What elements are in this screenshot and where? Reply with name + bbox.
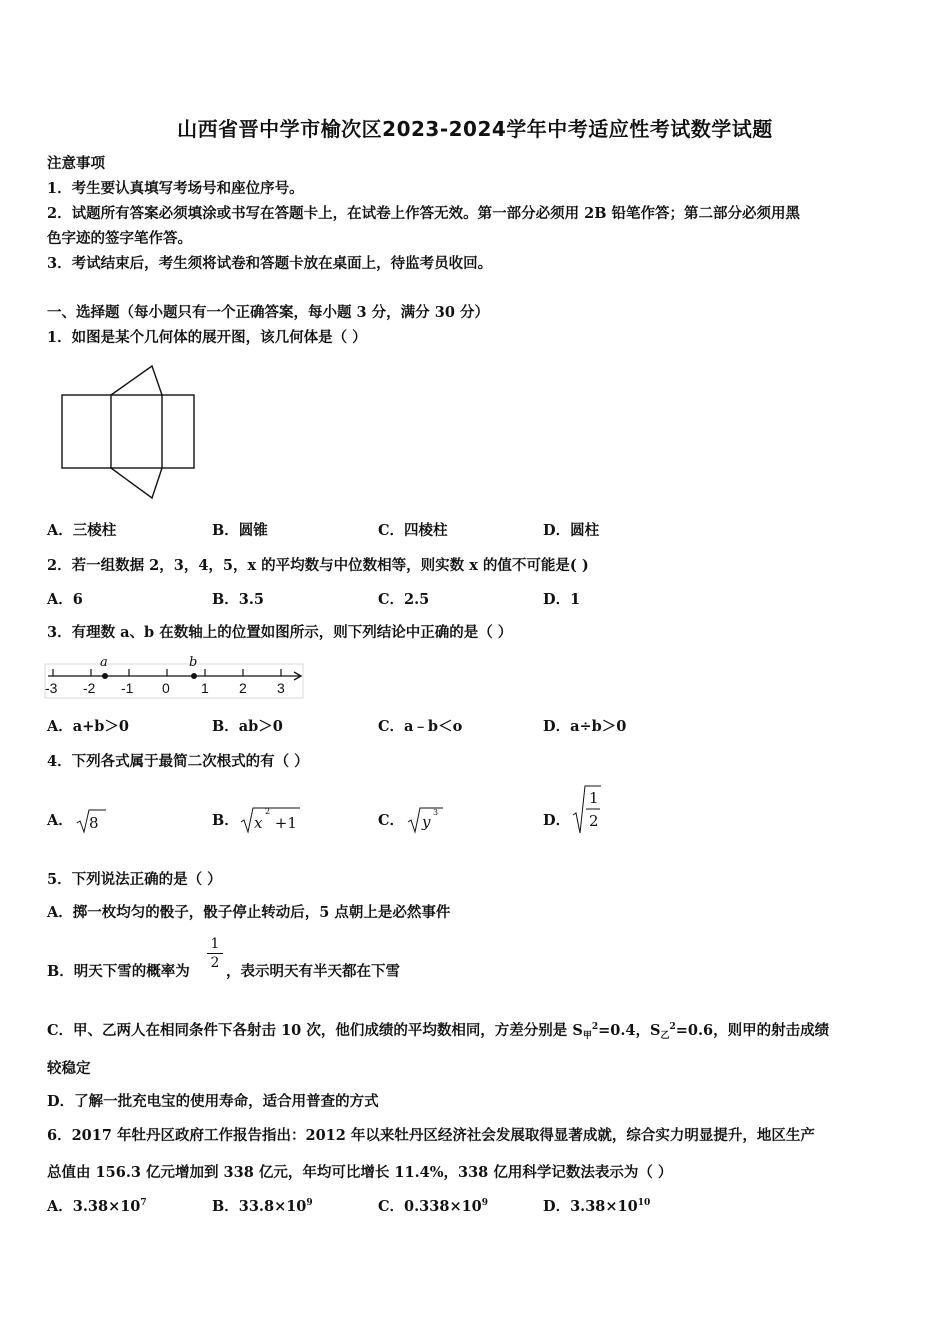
q5-option-a: A．掷一枚均匀的骰子，骰子停止转动后，5 点朝上是必然事件 [47, 904, 451, 921]
q4-option-b-radical [240, 804, 304, 834]
q5-option-b-post: ，表示明天有半天都在下雪 [226, 963, 400, 980]
net-figure [55, 360, 205, 505]
q5-c-text-2: =0.4，S [598, 1022, 661, 1039]
option-exponent: 9 [481, 1198, 489, 1209]
option-text: A．3.38×10 [47, 1198, 141, 1215]
tick-label: 3 [277, 680, 285, 696]
option-text: D．3.38×10 [543, 1198, 638, 1215]
option-exponent: 9 [306, 1198, 313, 1209]
tick-label: -1 [121, 680, 134, 696]
point-a-label: a [100, 655, 108, 670]
q4-option-d-radical [572, 783, 604, 835]
question-6-stem-line2: 总值由 156.3 亿元增加到 338 亿元，年均可比增长 11.4%，338 亿用科学记数法表示为（ ） [47, 1164, 673, 1181]
q4-option-c-label: C． [378, 812, 405, 829]
q6-option-c [378, 1195, 488, 1216]
radical-sign [572, 783, 604, 835]
question-4-stem: 4．下列各式属于最简二次根式的有（ ） [47, 753, 309, 770]
q2-option-d: D．1 [543, 591, 581, 608]
q6-option-a [47, 1195, 147, 1216]
page-title: 山西省晋中学市榆次区2023-2024学年中考适应性考试数学试题 [177, 117, 773, 141]
notice-heading: 注意事项 [47, 155, 105, 172]
tick-label: -3 [45, 680, 58, 696]
question-2-stem: 2．若一组数据 2，3，4，5，x 的平均数与中位数相等，则实数 x 的值不可能是( ) [47, 557, 589, 574]
q4-option-a-label: A． [47, 812, 73, 829]
point-b-dot [191, 673, 197, 679]
fraction-denominator: 2 [210, 955, 220, 971]
q5-c-text-1: C．甲、乙两人在相同条件下各射击 10 次，他们成绩的平均数相同，方差分别是 S [47, 1022, 583, 1039]
q5-c-sub-jia: 甲 [582, 1031, 592, 1041]
radicand-exp: 3 [433, 808, 439, 817]
q5-option-c-line1 [47, 1019, 829, 1040]
radicand-var: x [254, 814, 263, 832]
radicand-var: y [422, 813, 431, 831]
option-text: B．33.8×10 [212, 1198, 307, 1215]
fraction-denominator: 2 [589, 812, 599, 830]
q1-option-d: D．圆柱 [543, 522, 600, 539]
notice-item-2: 2．试题所有答案必须填涂或书写在答题卡上，在试卷上作答无效。第一部分必须用 2B 铅笔作答；第二部分必须用黑 [47, 205, 801, 222]
q5-c-square-1: 2 [591, 1022, 599, 1033]
option-exponent: 7 [140, 1198, 147, 1209]
q5-option-b-fraction [207, 935, 223, 972]
radicand-exp: 2 [265, 807, 271, 816]
radicand-rest: +1 [270, 814, 297, 832]
q4-option-c-radical [407, 804, 447, 834]
option-text: C．0.338×10 [378, 1198, 482, 1215]
radicand: 8 [89, 814, 99, 832]
tick-label: -2 [83, 680, 96, 696]
point-b-label: b [189, 655, 198, 670]
q4-option-d-label: D． [543, 812, 571, 829]
q2-option-a: A．6 [47, 591, 83, 608]
fraction-numerator: 1 [207, 935, 223, 954]
notice-item-1: 1．考生要认真填写考场号和座位序号。 [47, 180, 304, 197]
q1-option-c: C．四棱柱 [378, 522, 448, 539]
q3-option-a: A．a+b＞0 [47, 718, 130, 735]
fraction-numerator: 1 [589, 789, 599, 807]
tick-label: 2 [239, 680, 247, 696]
q5-option-b-pre: B．明天下雪的概率为 [47, 963, 190, 980]
tick-label: 0 [162, 680, 170, 696]
tick-label: 1 [201, 680, 209, 696]
q3-option-b: B．ab＞0 [212, 718, 283, 735]
q3-option-d: D．a÷b＞0 [543, 718, 627, 735]
q6-option-d [543, 1195, 650, 1216]
question-1-stem: 1．如图是某个几何体的展开图，该几何体是（ ） [47, 329, 367, 346]
question-6-stem-line1: 6．2017 年牡丹区政府工作报告指出：2012 年以来牡丹区经济社会发展取得显著成就，综合实力明显提升，地区生产 [47, 1127, 815, 1144]
q2-option-c: C．2.5 [378, 591, 430, 608]
point-a-dot [102, 673, 108, 679]
net-outline [62, 395, 194, 468]
option-exponent: 10 [637, 1198, 651, 1209]
q4-option-a-radical [76, 806, 116, 834]
question-3-stem: 3．有理数 a、b 在数轴上的位置如图所示，则下列结论中正确的是（ ） [47, 624, 513, 641]
q5-c-text-3: =0.6，则甲的射击成绩 [675, 1022, 830, 1039]
q4-option-b-label: B． [212, 812, 239, 829]
net-bottom-triangle [111, 468, 162, 498]
q1-option-b: B．圆锥 [212, 522, 268, 539]
q5-option-c-line2: 较稳定 [47, 1060, 91, 1077]
q3-option-c: C．a﹣b＜o [378, 718, 463, 735]
number-line [44, 652, 306, 700]
section-heading: 一、选择题（每小题只有一个正确答案，每小题 3 分，满分 30 分） [47, 304, 489, 321]
q5-c-square-2: 2 [669, 1022, 676, 1033]
notice-item-3: 3．考试结束后，考生须将试卷和答题卡放在桌面上，待监考员收回。 [47, 255, 493, 272]
q5-c-sub-yi: 乙 [660, 1031, 670, 1041]
q6-option-b [212, 1195, 313, 1216]
q2-option-b: B．3.5 [212, 591, 264, 608]
net-top-triangle [111, 366, 162, 395]
question-5-stem: 5．下列说法正确的是（ ） [47, 871, 222, 888]
q5-option-d: D．了解一批充电宝的使用寿命，适合用普查的方式 [47, 1093, 379, 1110]
notice-item-2-cont: 色字迹的签字笔作答。 [47, 230, 192, 247]
q1-option-a: A．三棱柱 [47, 522, 117, 539]
